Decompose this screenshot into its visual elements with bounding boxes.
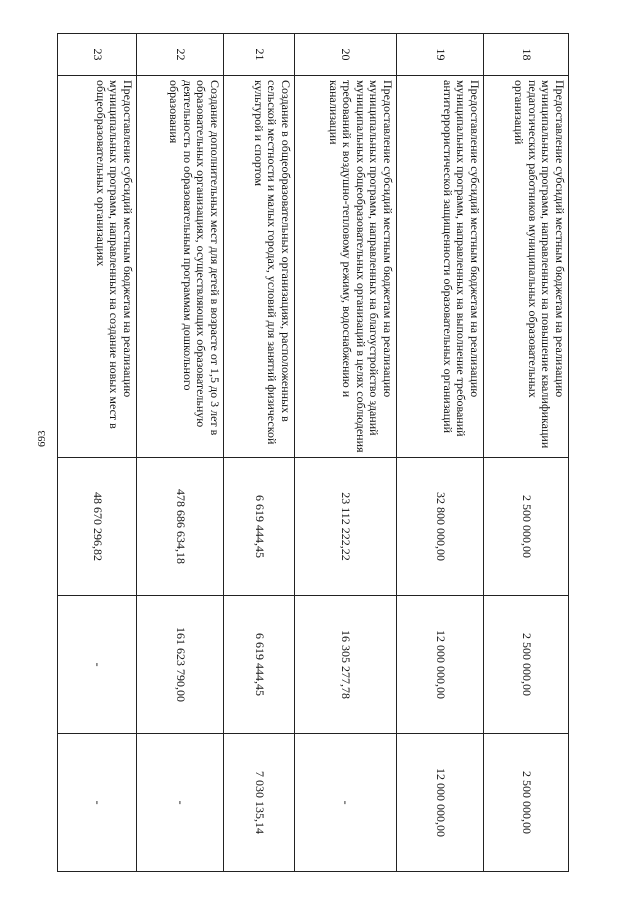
amount-col-2: 16 305 277,78 <box>295 596 397 734</box>
page-number: 693 <box>36 430 48 447</box>
amount-col-1: 48 670 296,82 <box>58 458 137 596</box>
amount-col-3: 7 030 135,14 <box>224 734 295 872</box>
row-number: 18 <box>484 34 569 76</box>
row-number: 20 <box>295 34 397 76</box>
amount-col-1: 2 500 000,00 <box>484 458 569 596</box>
budget-table-rotated <box>58 33 569 871</box>
amount-col-3: - <box>58 734 137 872</box>
row-description: Создание дополнительных мест для детей в возрасте от 1,5 до 3 лет в образовательных организациях, осуществляющих образовательную деятельность по образовательным программам дошкольного образования <box>137 76 224 458</box>
table-row <box>295 34 397 872</box>
row-number: 23 <box>58 34 137 76</box>
amount-col-1: 32 800 000,00 <box>397 458 484 596</box>
table-row <box>224 34 295 872</box>
amount-col-2: 12 000 000,00 <box>397 596 484 734</box>
amount-col-3: - <box>295 734 397 872</box>
row-description: Предоставление субсидий местным бюджетам на реализацию муниципальных программ, направленных на благоустройство зданий муниципальных общеобразовательных организаций в целях соблюдения требований к воздушно-тепловому режиму, водоснабжению и канализации <box>295 76 397 458</box>
row-number: 22 <box>137 34 224 76</box>
row-number: 21 <box>224 34 295 76</box>
table-row <box>58 34 137 872</box>
row-description: Предоставление субсидий местным бюджетам на реализацию муниципальных программ, направленных на повышение квалификации педагогических работников муниципальных образовательных организаций <box>484 76 569 458</box>
amount-col-3: - <box>137 734 224 872</box>
amount-col-2: 161 623 790,00 <box>137 596 224 734</box>
amount-col-2: 6 619 444,45 <box>224 596 295 734</box>
amount-col-1: 23 112 222,22 <box>295 458 397 596</box>
amount-col-1: 6 619 444,45 <box>224 458 295 596</box>
amount-col-3: 2 500 000,00 <box>484 734 569 872</box>
amount-col-2: 2 500 000,00 <box>484 596 569 734</box>
table-row <box>484 34 569 872</box>
amount-col-1: 478 686 634,18 <box>137 458 224 596</box>
table-row <box>137 34 224 872</box>
row-description: Создание в общеобразовательных организациях, расположенных в сельской местности и малых городах, условий для занятий физической культурой и спортом <box>224 76 295 458</box>
row-number: 19 <box>397 34 484 76</box>
table-row <box>397 34 484 872</box>
amount-col-2: - <box>58 596 137 734</box>
amount-col-3: 12 000 000,00 <box>397 734 484 872</box>
budget-table <box>57 33 569 872</box>
row-description: Предоставление субсидий местным бюджетам на реализацию муниципальных программ, направленных на выполнение требований антитеррористической защищенности образовательных организаций <box>397 76 484 458</box>
row-description: Предоставление субсидий местным бюджетам на реализацию муниципальных программ, направленных на создание новых мест в общеобразовательных организациях <box>58 76 137 458</box>
